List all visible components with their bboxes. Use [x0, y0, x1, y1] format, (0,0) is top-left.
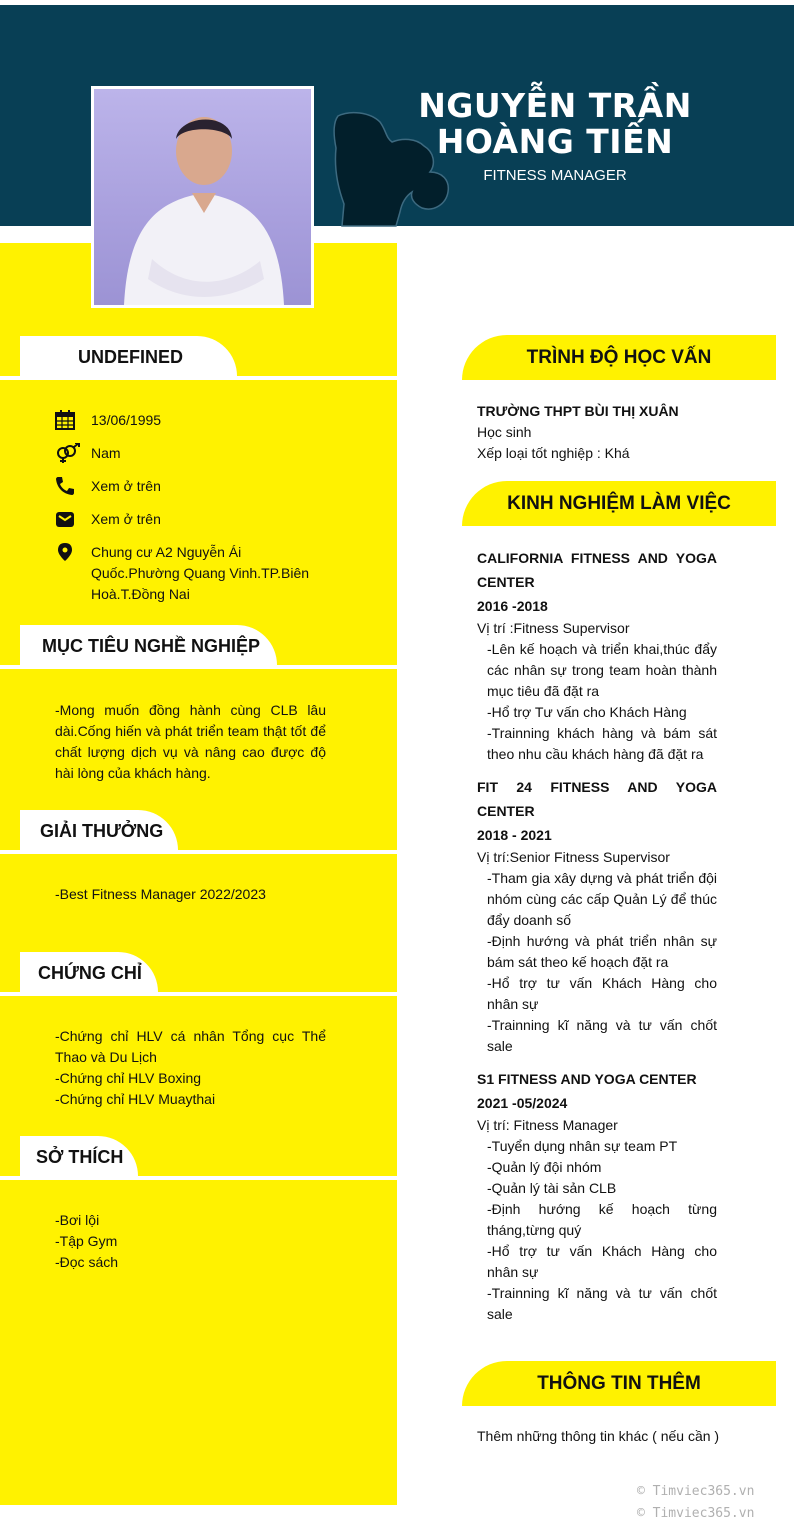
- section-title-experience: KINH NGHIỆM LÀM VIỆC: [462, 481, 776, 526]
- gender-text: Nam: [91, 445, 121, 461]
- section-title-extra: THÔNG TIN THÊM: [462, 1361, 776, 1406]
- job-position: Vị trí:Senior Fitness Supervisor: [477, 849, 670, 865]
- job-entry: [477, 1067, 717, 1325]
- birthdate-text: 13/06/1995: [91, 412, 162, 428]
- company-name: S1 FITNESS AND YOGA CENTER: [477, 1071, 697, 1087]
- job-position: Vị trí: Fitness Manager: [477, 1117, 618, 1133]
- job-period: 2021 -05/2024: [477, 1095, 568, 1111]
- hobby-item: -Đọc sách: [55, 1254, 119, 1270]
- address-text: Chung cư A2 Nguyễn Ái Quốc.Phường Quang Vinh.TP.Biên Hoà.T.Đồng Nai: [91, 544, 310, 602]
- education-line: Học sinh: [477, 424, 532, 440]
- job-entry: [477, 775, 717, 1057]
- job-period: 2018 - 2021: [477, 827, 552, 843]
- job-entry: [477, 546, 717, 765]
- phone-text: Xem ở trên: [91, 478, 161, 494]
- section-title-hobbies: SỞ THÍCH: [20, 1136, 138, 1178]
- hobby-item: -Bơi lội: [55, 1212, 100, 1228]
- watermark: © Timviec365.vn: [637, 1506, 755, 1521]
- section-title-awards: GIẢI THƯỞNG: [20, 810, 178, 852]
- hobbies-list: [55, 1210, 326, 1273]
- avatar: [91, 86, 314, 308]
- section-title-objective: MỤC TIÊU NGHỀ NGHIỆP: [20, 625, 277, 667]
- objective-text: -Mong muốn đồng hành cùng CLB lâu dài.Cống hiến và phát triển team thật tốt để chất lượng dịch vụ và nâng cao được độ hài lòng của khách hàng.: [55, 702, 326, 781]
- job-duty: -Trainning kĩ năng và tư vấn chốt sale: [487, 1285, 717, 1322]
- job-duty: -Trainning khách hàng và bám sát theo nhu cầu khách hàng đã đặt ra: [487, 725, 717, 762]
- calendar-icon: [55, 410, 75, 430]
- company-name: FIT 24 FITNESS AND YOGA CENTER: [477, 779, 717, 819]
- job-period: 2016 -2018: [477, 598, 548, 614]
- certificate-item: -Chứng chỉ HLV Boxing: [55, 1070, 202, 1086]
- job-position: Vị trí :Fitness Supervisor: [477, 620, 630, 636]
- email-text: Xem ở trên: [91, 511, 161, 527]
- job-duty: -Lên kế hoạch và triển khai,thúc đẩy các nhân sự trong team hoàn thành mục tiêu đã đặt ra: [487, 641, 717, 699]
- extra-text: Thêm những thông tin khác ( nếu cần ): [477, 1428, 720, 1444]
- left-column: [0, 243, 397, 1505]
- school-name: TRƯỜNG THPT BÙI THỊ XUÂN: [477, 403, 679, 419]
- certificate-item: -Chứng chỉ HLV cá nhân Tổng cục Thể Thao và Du Lịch: [55, 1028, 326, 1065]
- job-duty: -Hổ trợ tư vấn Khách Hàng cho nhân sự: [487, 1243, 717, 1280]
- location-icon: [55, 542, 75, 562]
- job-duty: -Hổ trợ Tư vấn cho Khách Hàng: [487, 704, 687, 720]
- job-duty: -Trainning kĩ năng và tư vấn chốt sale: [487, 1017, 717, 1054]
- education-line: Xếp loại tốt nghiệp : Khá: [477, 445, 630, 461]
- job-duty: -Hổ trợ tư vấn Khách Hàng cho nhân sự: [487, 975, 717, 1012]
- company-name: CALIFORNIA FITNESS AND YOGA CENTER: [477, 550, 717, 590]
- watermark: © Timviec365.vn: [637, 1484, 755, 1499]
- job-duty: -Định hướng và phát triển nhân sự bám sát theo kế hoạch đặt ra: [487, 933, 717, 970]
- awards-text: -Best Fitness Manager 2022/2023: [55, 886, 266, 902]
- certificates-list: [55, 1026, 326, 1110]
- candidate-name: NGUYỄN TRẦN HOÀNG TIẾN: [418, 86, 692, 161]
- section-title-education: TRÌNH ĐỘ HỌC VẤN: [462, 335, 776, 380]
- section-title-personal: UNDEFINED: [20, 336, 237, 378]
- job-duty: -Định hướng kế hoạch từng tháng,từng quý: [487, 1201, 717, 1238]
- job-duty: -Quản lý tài sản CLB: [487, 1180, 617, 1196]
- certificate-item: -Chứng chỉ HLV Muaythai: [55, 1091, 216, 1107]
- hobby-item: -Tập Gym: [55, 1233, 118, 1249]
- candidate-job-title: FITNESS MANAGER: [483, 167, 627, 184]
- job-duty: -Tham gia xây dựng và phát triển đội nhóm cùng các cấp Quản Lý để thúc đẩy doanh số: [487, 870, 717, 928]
- profile-photo: [94, 89, 311, 305]
- education-block: [477, 401, 717, 464]
- phone-icon: [55, 476, 75, 496]
- section-title-certificates: CHỨNG CHỈ: [20, 952, 158, 994]
- email-icon: [55, 509, 75, 529]
- job-duty: -Tuyển dụng nhân sự team PT: [487, 1138, 678, 1154]
- job-duty: -Quản lý đội nhóm: [487, 1159, 602, 1175]
- gender-icon: [55, 443, 81, 463]
